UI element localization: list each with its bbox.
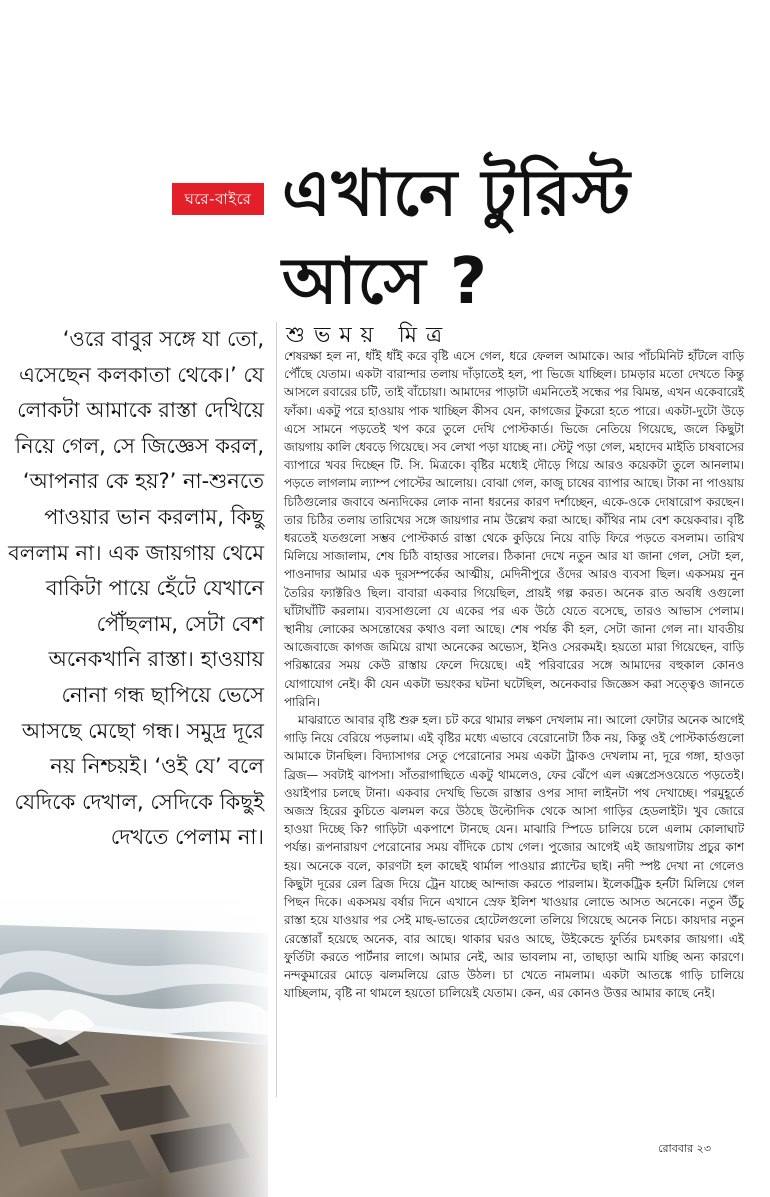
body-paragraph-2: মাঝরাতে আবার বৃষ্টি শুরু হল। চট করে থামার লক্ষণ দেখলাম না। আলো ফোটার অনেক আগেই গাড়ি নিয়ে বেরিয়ে পড়লাম। এই বৃষ্টির মধ্যে এভাবে বেরোনোটা ঠিক নয়, কিন্তু ওই পোস্টকার্ডগুলো আমাকে টানছিল। বিদ্যাসাগর সেতু পেরোনোর সময় একটা ট্রাকও দেখলাম না, দূরে গঙ্গা, হাওড়া ব্রিজ— সবটাই ঝাপসা। সাঁতরাগাছিতে একটু থামলেও, ফের ঝেঁপে এল এক্সপ্রেসওয়েতে পড়তেই। ওয়াইপার চলছে টানা। একবার দেখছি ভিজে রাস্তার ওপর সাদা লাইনটা পথ দেখাচ্ছে। পরমুহূর্তে অজস্র হিরের কুচিতে ঝলমল করে উঠছে উল্টোদিক থেকে আসা গাড়ির হেডলাইট। খুব জোরে হাওয়া দিচ্ছে কি? গাড়িটা একপাশে টানছে যেন। মাঝারি স্পিডে চালিয়ে চলে এলাম কোলাঘাট পর্যন্ত। রূপনারায়ণ পেরোনোর সময় বাঁদিকে চোখ গেল। পুজোর আগেই এই জায়গাটায় প্রচুর কাশ হয়। অনেকে বলে, কারণটা হল কাছেই থার্মাল পাওয়ার প্ল্যান্টের ছাই। নদী স্পষ্ট দেখা না গেলেও কিছুটা দূরের রেল ব্রিজ দিয়ে ট্রেন যাচ্ছে আন্দাজ করতে পারলাম। ইলেকট্রিক হর্নটা মিলিয়ে গেল পিছন দিকে। একসময় বর্ষার দিনে এখানে স্রেফ ইলিশ খাওয়ার লোভে আসত অনেকে। নতুন উঁচু রাস্তা হয়ে যাওয়ার পর সেই মাছ-ভাতের হোটেলগুলো তলিয়ে গিয়েছে অনেক নিচে। কায়দার নতুন রেস্তোরাঁ হয়েছে অনেক, বার আছে। থাকার ঘরও আছে, উইকেন্ডে ফুর্তির চমৎকার জায়গা। এই ফুর্তিটা করতে পার্টনার লাগে। আমার নেই, আর ভাবলাম না, তাছাড়া আমি যাচ্ছি অন্য কারণে। নন্দকুমারের মোড়ে ঝলমলিয়ে রোড উঠল। চা খেতে নামলাম। একটা আতঙ্কে গাড়ি চালিয়ে যাচ্ছিলাম, বৃষ্টি না থামলে হয়তো চালিয়েই যেতাম। কেন, এর কোনও উত্তর আমার কাছে নেই।: [284, 713, 744, 1001]
byline: শুভময় মিত্র: [286, 323, 452, 348]
body-paragraph-1: শেষরক্ষা হল না, ধাঁই ধাঁই করে বৃষ্টি এসে গেল, ধরে ফেলল আমাকে। আর পাঁচমিনিট হাঁটলে বাড়ি পৌঁছে যেতাম। একটা বারান্দার তলায় দাঁড়াতেই হল, পা ভিজে যাচ্ছিল। চামড়ার মতো দেখতে কিন্তু আসলে রবারের চটি, তাই বাঁচোয়া। আমাদের পাড়াটা এমনিতেই সন্ধের পর ঝিমন্ত, এখন একেবারেই ফাঁকা। একটু পরে হাওয়ায় পাক খাচ্ছিল কীসব যেন, কাগজের টুকরো হতে পারে। একটা-দুটো উড়ে এসে সামনে পড়তেই খপ করে তুলে দেখি পোস্টকার্ড। ভিজে নেতিয়ে গিয়েছে, জলে কিছুটা জায়গায় কালি ধেবড়ে গিয়েছে। সব লেখা পড়া যাচ্ছে না। স্টেটু পড়া গেল, মহাদেব মাইতি চাষবাসের ব্যাপারে খবর দিচ্ছেন টি. সি. মিত্রকে। বৃষ্টির মধ্যেই দৌড়ে গিয়ে আরও কয়েকটা তুলে আনলাম। পড়তে লাগলাম ল্যাম্প পোস্টের আলোয়। বোঝা গেল, কাজু চাষের ব্যাপার আছে। টাকা না পাওয়ায় চিঠিগুলোর জবাবে অন্যদিকের লোক নানা ধরনের কারণ দর্শাচ্ছেন, একে-ওকে দোষারোপ করছেন। তার চিঠির তলায় তারিখের সঙ্গে জায়গার নাম উল্লেখ করা আছে। কাঁথির নাম বেশ কয়েকবার। বৃষ্টি ধরতেই যতগুলো সম্ভব পোস্টকার্ড রাস্তা থেকে কুড়িয়ে নিয়ে বাড়ি ফিরে পড়তে বসলাম। তারিখ মিলিয়ে সাজালাম, শেষ চিঠি বাহাত্তর সালের। ঠিকানা দেখে নতুন আর যা জানা গেল, সেটা হল, পাওনাদার আমার এক দূরসম্পর্কের আত্মীয়, মেদিনীপুরে ওঁদের আরও ব্যবসা ছিল। একসময় নুন তৈরির ফ্যাক্টরিও ছিল। বাবারা একবার গিয়েছিল, প্রায়ই গল্প করত। অনেক রাত অবধি ওগুলো ঘাঁটাঘাঁটি করলাম। ব্যবসাগুলো যে একের পর এক উঠে যেতে বসেছে, তারও আভাস পেলাম। স্থানীয় লোকের অসন্তোষের কথাও বলা আছে। শেষ পর্যন্ত কী হল, সেটা জানা গেল না। যাবতীয় আজেবাজে কাগজ জমিয়ে রাখা অনেকের অভ্যেস, ইনিও সেরকমই। হয়তো মারা গিয়েছেন, বাড়ি পরিষ্কারের সময় কেউ রাস্তায় ফেলে দিয়েছে। এই পরিবারের সঙ্গে আমাদের বহুকাল কোনও যোগাযোগ নেই। কী যেন একটা ভয়ংকর ঘটনা ঘটেছিল, অনেকবার জিজ্ঞেস করা সত্ত্বেও জানতে পারিনি।: [284, 349, 744, 709]
headline: [282, 150, 752, 326]
headline-line-1: এখানে টুরিস্ট: [282, 157, 631, 231]
section-tag: ঘরে-বাইরে: [172, 183, 264, 215]
headline-line-2: আসে ?: [282, 245, 489, 319]
column-divider: [276, 322, 277, 1097]
page-folio: রোববার ২৩: [658, 1142, 711, 1155]
article-body: [284, 347, 744, 1002]
sea-shore-photo: [0, 895, 268, 1197]
pull-quote: ‘ওরে বাবুর সঙ্গে যা তো, এসেছেন কলকাতা থেকে।’ যে লোকটা আমাকে রাস্তা দেখিয়ে নিয়ে গেল, সে জিজ্ঞেস করল, ‘আপনার কে হয়?’ না-শুনতে পাওয়ার ভান করলাম, কিছু বললাম না। এক জায়গায় থেমে বাকিটা পায়ে হেঁটে যেখানে পৌঁছলাম, সেটা বেশ অনেকখানি রাস্তা। হাওয়ায় নোনা গন্ধ ছাপিয়ে ভেসে আসছে মেছো গন্ধ। সমুদ্র দূরে নয় নিশ্চয়ই। ‘ওই যে’ বলে যেদিকে দেখাল, সেদিকে কিছুই দেখতে পেলাম না।: [8, 327, 264, 850]
